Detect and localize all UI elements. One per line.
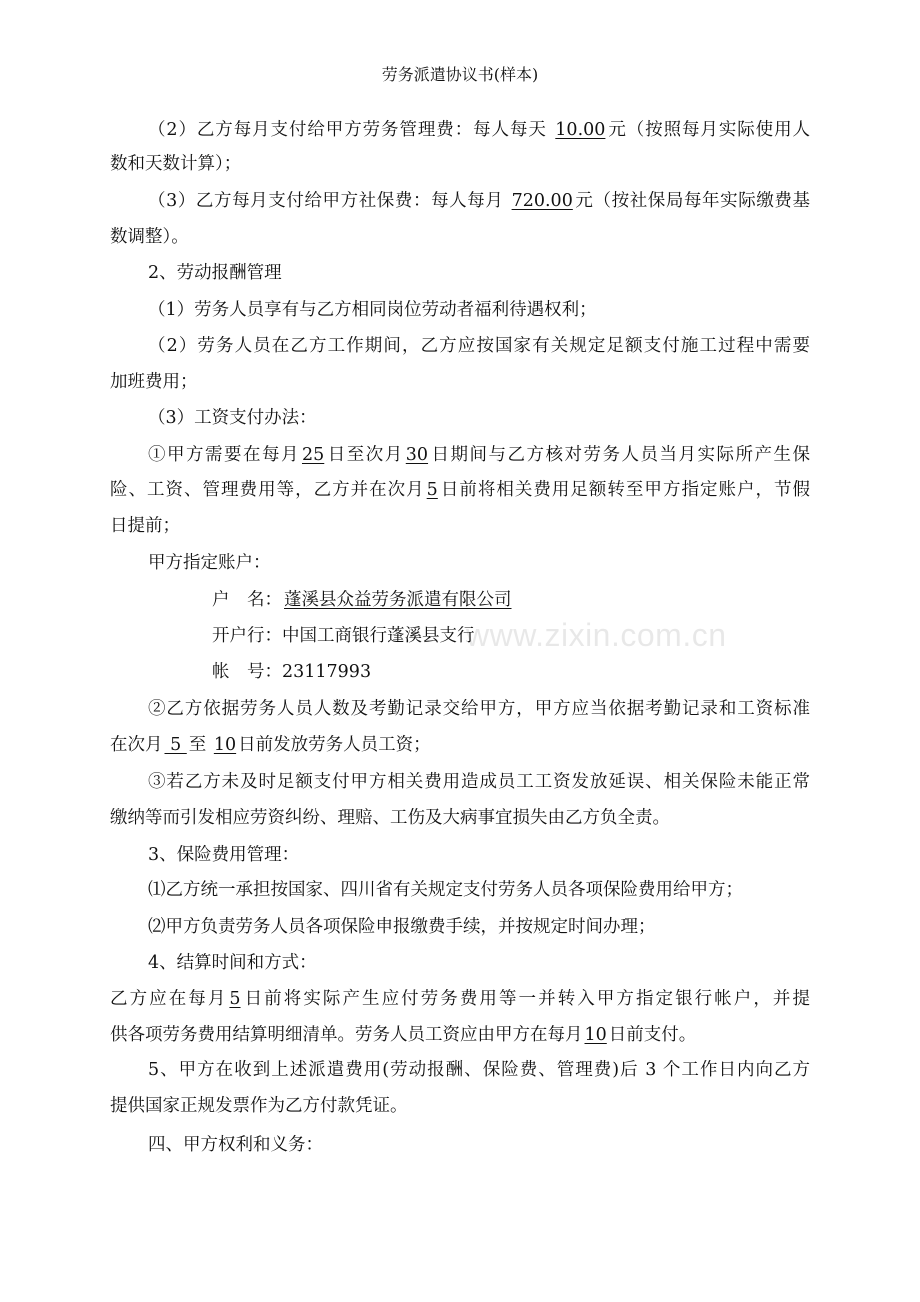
text-run: 日前将实际产生应付劳务费用等一并转入甲方指定银行帐户，并提 xyxy=(242,989,810,1009)
text-run: 2、劳动报酬管理 xyxy=(148,263,282,283)
text-run: 日至次月 xyxy=(326,445,404,465)
underlined-day-value: 10 xyxy=(584,1025,607,1045)
text-run: ③若乙方未及时足额支付甲方相关费用造成员工工资发放延误、相关保险未能正常 xyxy=(148,772,810,792)
text-run: 甲方指定账户： xyxy=(148,553,271,573)
text-run: 供各项劳务费用结算明细清单。劳务人员工资应由甲方在每月 xyxy=(110,1025,583,1045)
account-bank-line xyxy=(212,624,475,648)
text-run: ⑵甲方负责劳务人员各项保险申报缴费手续，并按规定时间办理； xyxy=(148,917,656,937)
text-run: ①甲方需要在每月 xyxy=(148,445,300,465)
text-run: 日提前； xyxy=(110,516,180,536)
underlined-day-value: 5 xyxy=(164,735,187,755)
text-line xyxy=(110,733,431,757)
account-name-line xyxy=(212,588,514,612)
text-run: ②乙方依据劳务人员人数及考勤记录交给甲方，甲方应当依据考勤记录和工资标准 xyxy=(148,699,810,719)
text-run: 加班费用； xyxy=(110,372,198,392)
underlined-management-fee: 10.00 xyxy=(555,120,606,140)
text-run: （3）工资支付办法： xyxy=(148,408,317,428)
text-line xyxy=(148,770,810,794)
text-run: 险、工资、管理费用等，乙方并在次月 xyxy=(110,480,425,500)
text-line xyxy=(148,443,810,467)
page-header-title: 劳务派遣协议书(样本) xyxy=(381,65,539,84)
text-run: 4、结算时间和方式： xyxy=(148,953,317,973)
text-run: 乙方应在每月 xyxy=(110,989,228,1009)
text-run: 提供国家正规发票作为乙方付款凭证。 xyxy=(110,1096,408,1116)
text-run: 日前支付。 xyxy=(608,1025,697,1045)
text-run: 日前将相关费用足额转至甲方指定账户，节假 xyxy=(439,480,811,500)
underlined-account-name: 蓬溪县众益劳务派遣有限公司 xyxy=(284,590,512,610)
text-run: （1）劳务人员享有与乙方相同岗位劳动者福利待遇权利； xyxy=(148,300,597,320)
section-heading xyxy=(148,1133,323,1157)
text-run: 元（按照每月实际使用人 xyxy=(607,120,810,140)
text-run: 户 名： xyxy=(212,590,282,610)
text-run: 至 xyxy=(188,735,212,755)
text-line xyxy=(148,551,271,575)
text-run: （2）劳务人员在乙方工作期间，乙方应按国家有关规定足额支付施工过程中需要 xyxy=(148,336,810,356)
text-run: 开户行：中国工商银行蓬溪县支行 xyxy=(212,626,475,646)
text-run: ⑴乙方统一承担按国家、四川省有关规定支付劳务人员各项保险费用给甲方； xyxy=(148,880,743,900)
text-line xyxy=(110,1023,696,1047)
text-line xyxy=(110,806,670,830)
text-line xyxy=(110,370,198,394)
text-line xyxy=(148,915,656,939)
section-heading xyxy=(148,261,282,285)
text-run: 日期间与乙方核对劳务人员当月实际所产生保 xyxy=(430,445,811,465)
text-run: 5、甲方在收到上述派遣费用(劳动报酬、保险费、管理费)后 3 个工作日内向乙方 xyxy=(148,1060,810,1080)
text-line xyxy=(148,118,810,142)
text-run: 元（按社保局每年实际缴费基 xyxy=(574,191,810,211)
text-line xyxy=(148,298,597,322)
account-number-line xyxy=(212,660,371,684)
text-line xyxy=(148,878,743,902)
underlined-day-value: 30 xyxy=(405,445,429,465)
text-run: （3）乙方每月支付给甲方社保费：每人每月 xyxy=(148,191,510,211)
text-run: 数调整）。 xyxy=(110,227,189,247)
text-line xyxy=(110,514,180,538)
text-line xyxy=(148,406,317,430)
section-heading xyxy=(148,843,299,867)
text-line xyxy=(110,225,189,249)
underlined-day-value: 10 xyxy=(213,735,237,755)
text-line xyxy=(148,334,810,358)
text-line xyxy=(148,697,810,721)
text-line xyxy=(148,1058,810,1082)
underlined-day-value: 5 xyxy=(229,989,241,1009)
text-run: 缴纳等而引发相应劳资纠纷、理赔、工伤及大病事宜损失由乙方负全责。 xyxy=(110,808,670,828)
underlined-day-value: 5 xyxy=(426,480,438,500)
text-run: 日前发放劳务人员工资； xyxy=(238,735,431,755)
text-line xyxy=(110,478,810,502)
underlined-social-insurance-fee: 720.00 xyxy=(511,191,573,211)
text-line xyxy=(110,1094,408,1118)
text-run: 数和天数计算）； xyxy=(110,154,242,174)
watermark: www.zixin.com.cn xyxy=(466,617,727,653)
text-run: 3、保险费用管理： xyxy=(148,845,300,865)
text-run: 四、甲方权利和义务： xyxy=(148,1135,323,1155)
section-heading xyxy=(148,951,317,975)
underlined-day-value: 25 xyxy=(301,445,325,465)
text-run: 帐 号：23117993 xyxy=(212,662,372,682)
text-line xyxy=(148,189,810,213)
text-run: 在次月 xyxy=(110,735,163,755)
text-line xyxy=(110,152,241,176)
text-run: （2）乙方每月支付给甲方劳务管理费：每人每天 xyxy=(148,120,554,140)
text-line xyxy=(110,987,810,1011)
